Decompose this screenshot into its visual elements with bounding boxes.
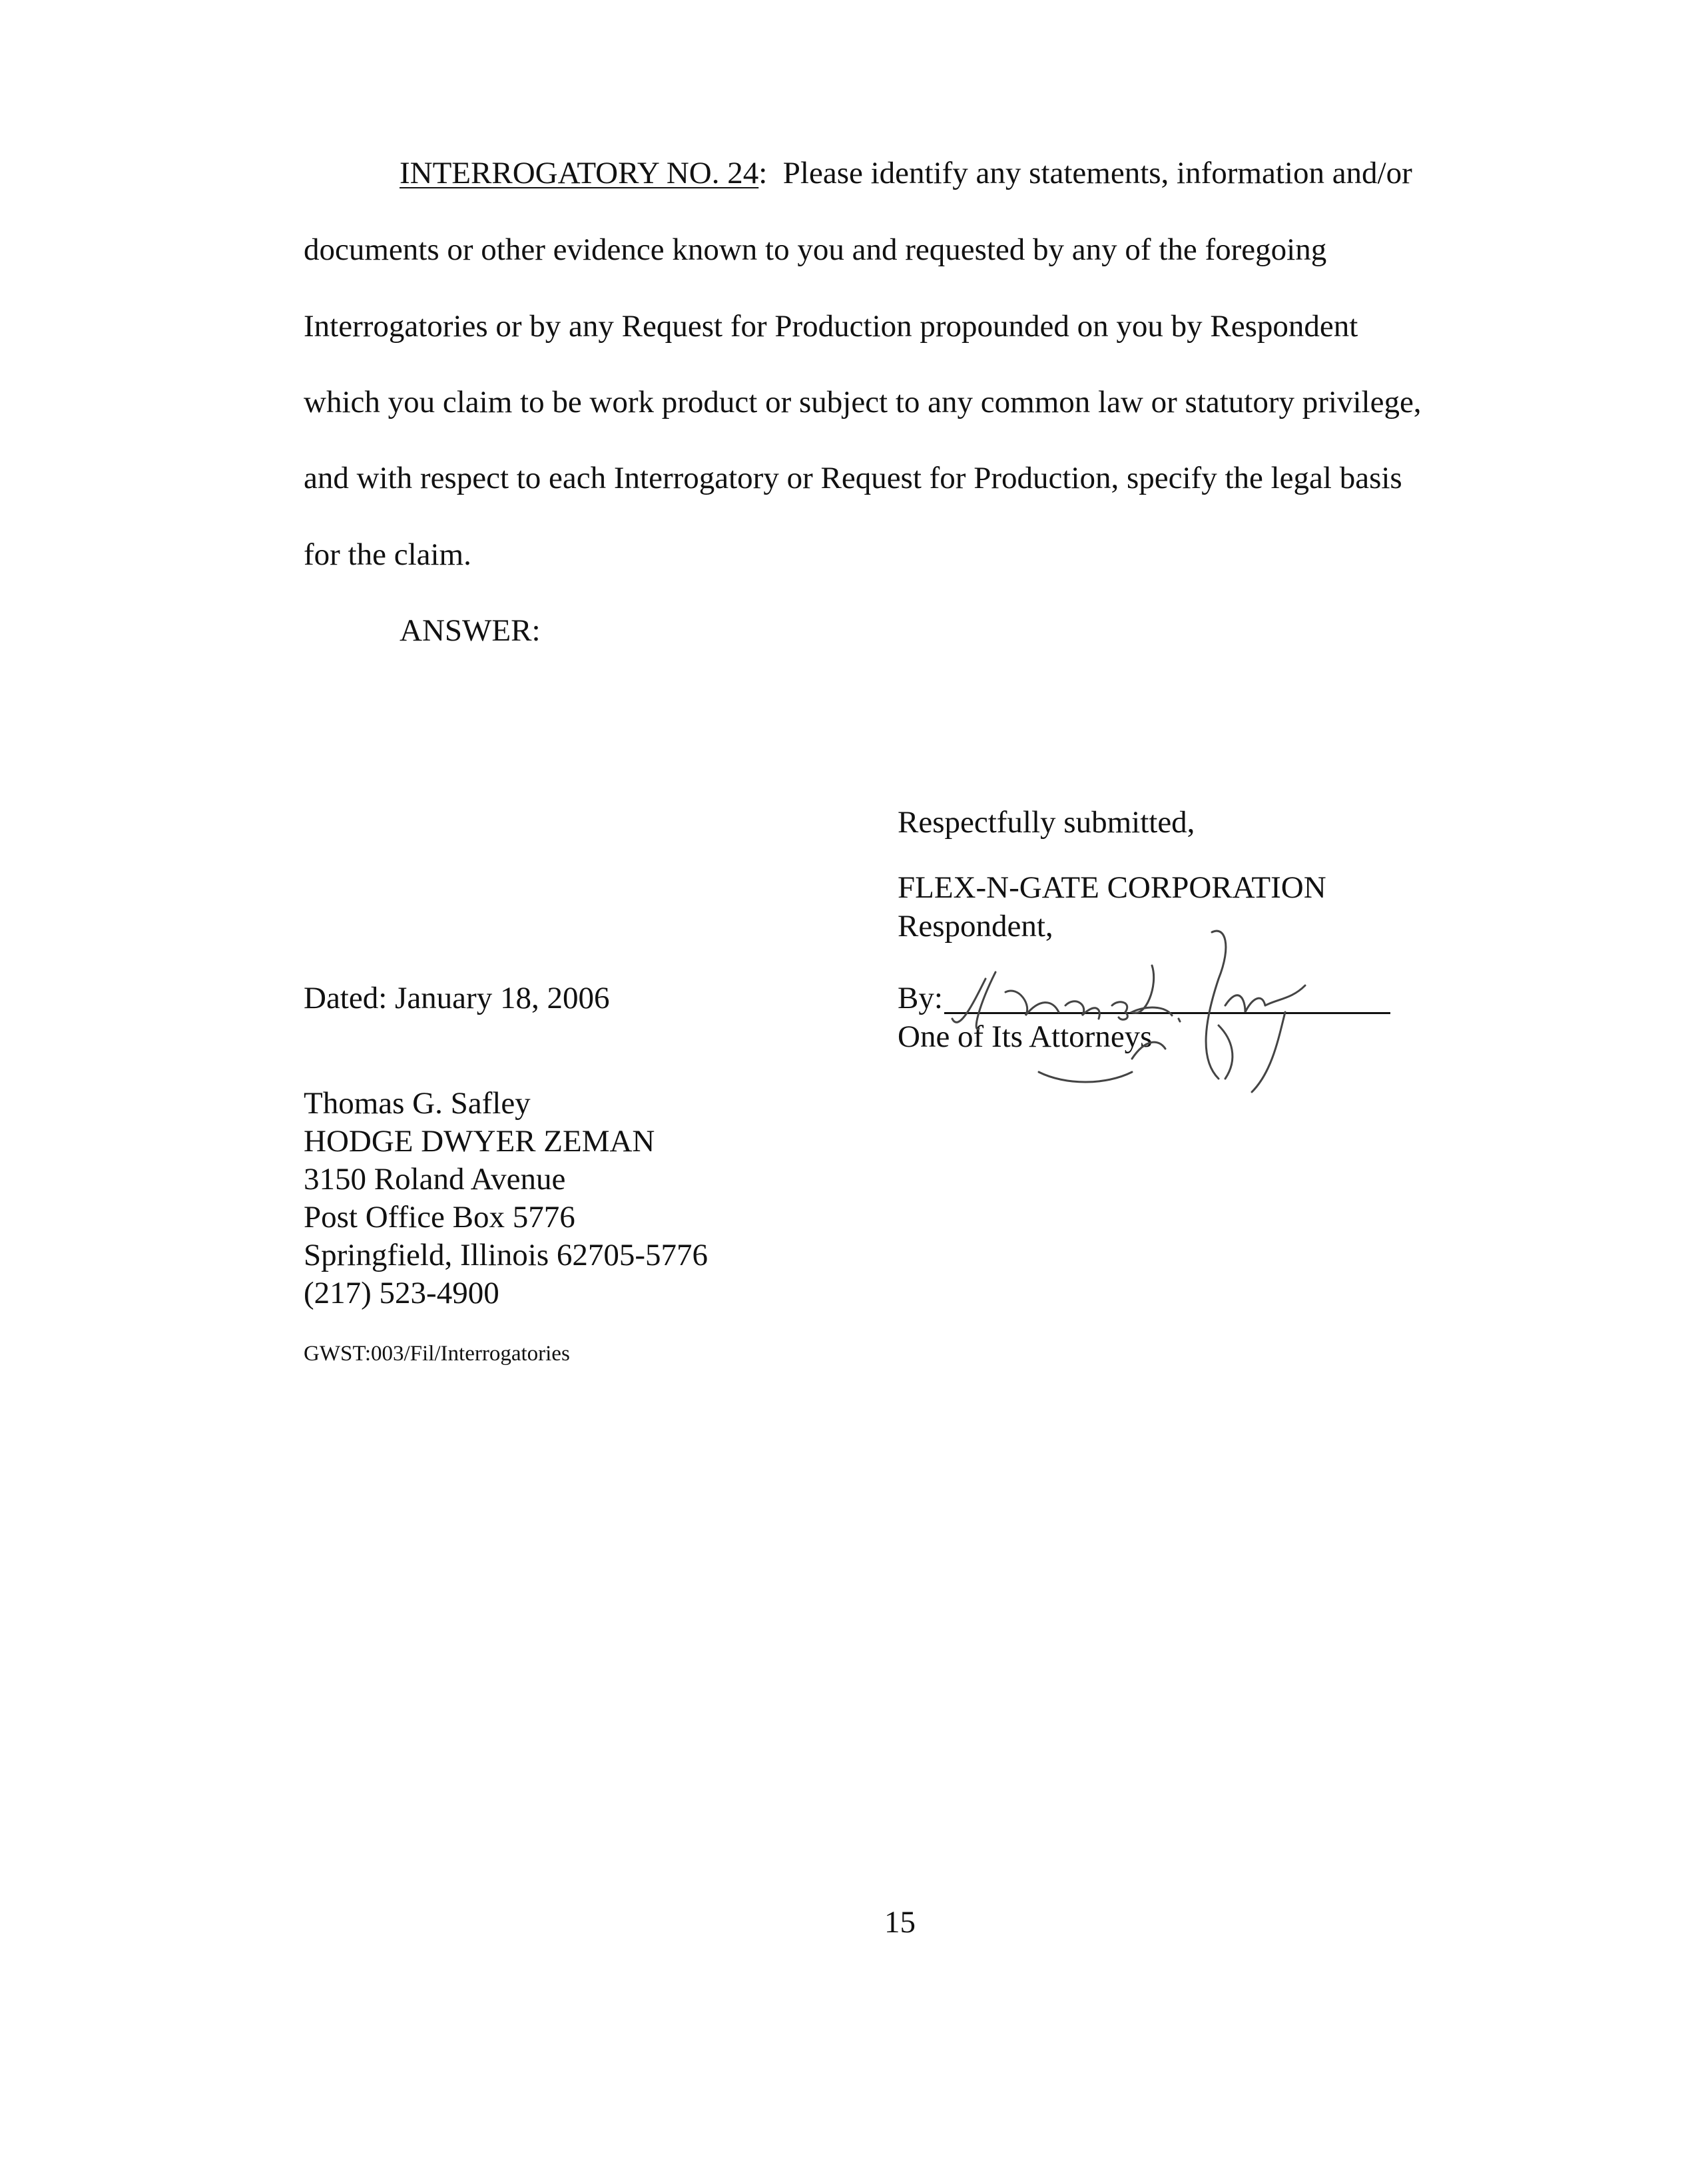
interrogatory-line-5: and with respect to each Interrogatory or Request for Production, specify the legal basis [304, 461, 1402, 495]
interrogatory-first-line [400, 153, 1412, 193]
po-box: Post Office Box 5776 [304, 1200, 575, 1234]
interrogatory-line-3: Interrogatories or by any Request for Production propounded on you by Respondent [304, 309, 1358, 344]
interrogatory-line-6: for the claim. [304, 537, 471, 572]
handwritten-signature [932, 906, 1345, 1105]
interrogatory-line-4: which you claim to be work product or subject to any common law or statutory privilege, [304, 385, 1422, 419]
interrogatory-heading-colon: : [758, 156, 768, 190]
page-number: 15 [884, 1905, 916, 1940]
attorney-caption: One of Its Attorneys [898, 1019, 1153, 1054]
interrogatory-line-1: Please identify any statements, information and/or [782, 156, 1412, 190]
file-reference: GWST:003/Fil/Interrogatories [304, 1342, 570, 1366]
firm-name: HODGE DWYER ZEMAN [304, 1124, 655, 1159]
closing-text: Respectfully submitted, [898, 805, 1195, 840]
by-label: By: [898, 981, 943, 1015]
answer-label: ANSWER: [400, 613, 541, 648]
city-state-zip: Springfield, Illinois 62705-5776 [304, 1238, 708, 1272]
dated-line: Dated: January 18, 2006 [304, 981, 610, 1015]
street-address: 3150 Roland Avenue [304, 1162, 566, 1197]
phone-number: (217) 523-4900 [304, 1276, 499, 1310]
company-name: FLEX-N-GATE CORPORATION [898, 870, 1326, 905]
interrogatory-heading: INTERROGATORY NO. 24 [400, 156, 759, 190]
interrogatory-line-2: documents or other evidence known to you and requested by any of the foregoing [304, 232, 1327, 267]
attorney-name: Thomas G. Safley [304, 1086, 531, 1121]
respondent-label: Respondent, [898, 909, 1053, 944]
